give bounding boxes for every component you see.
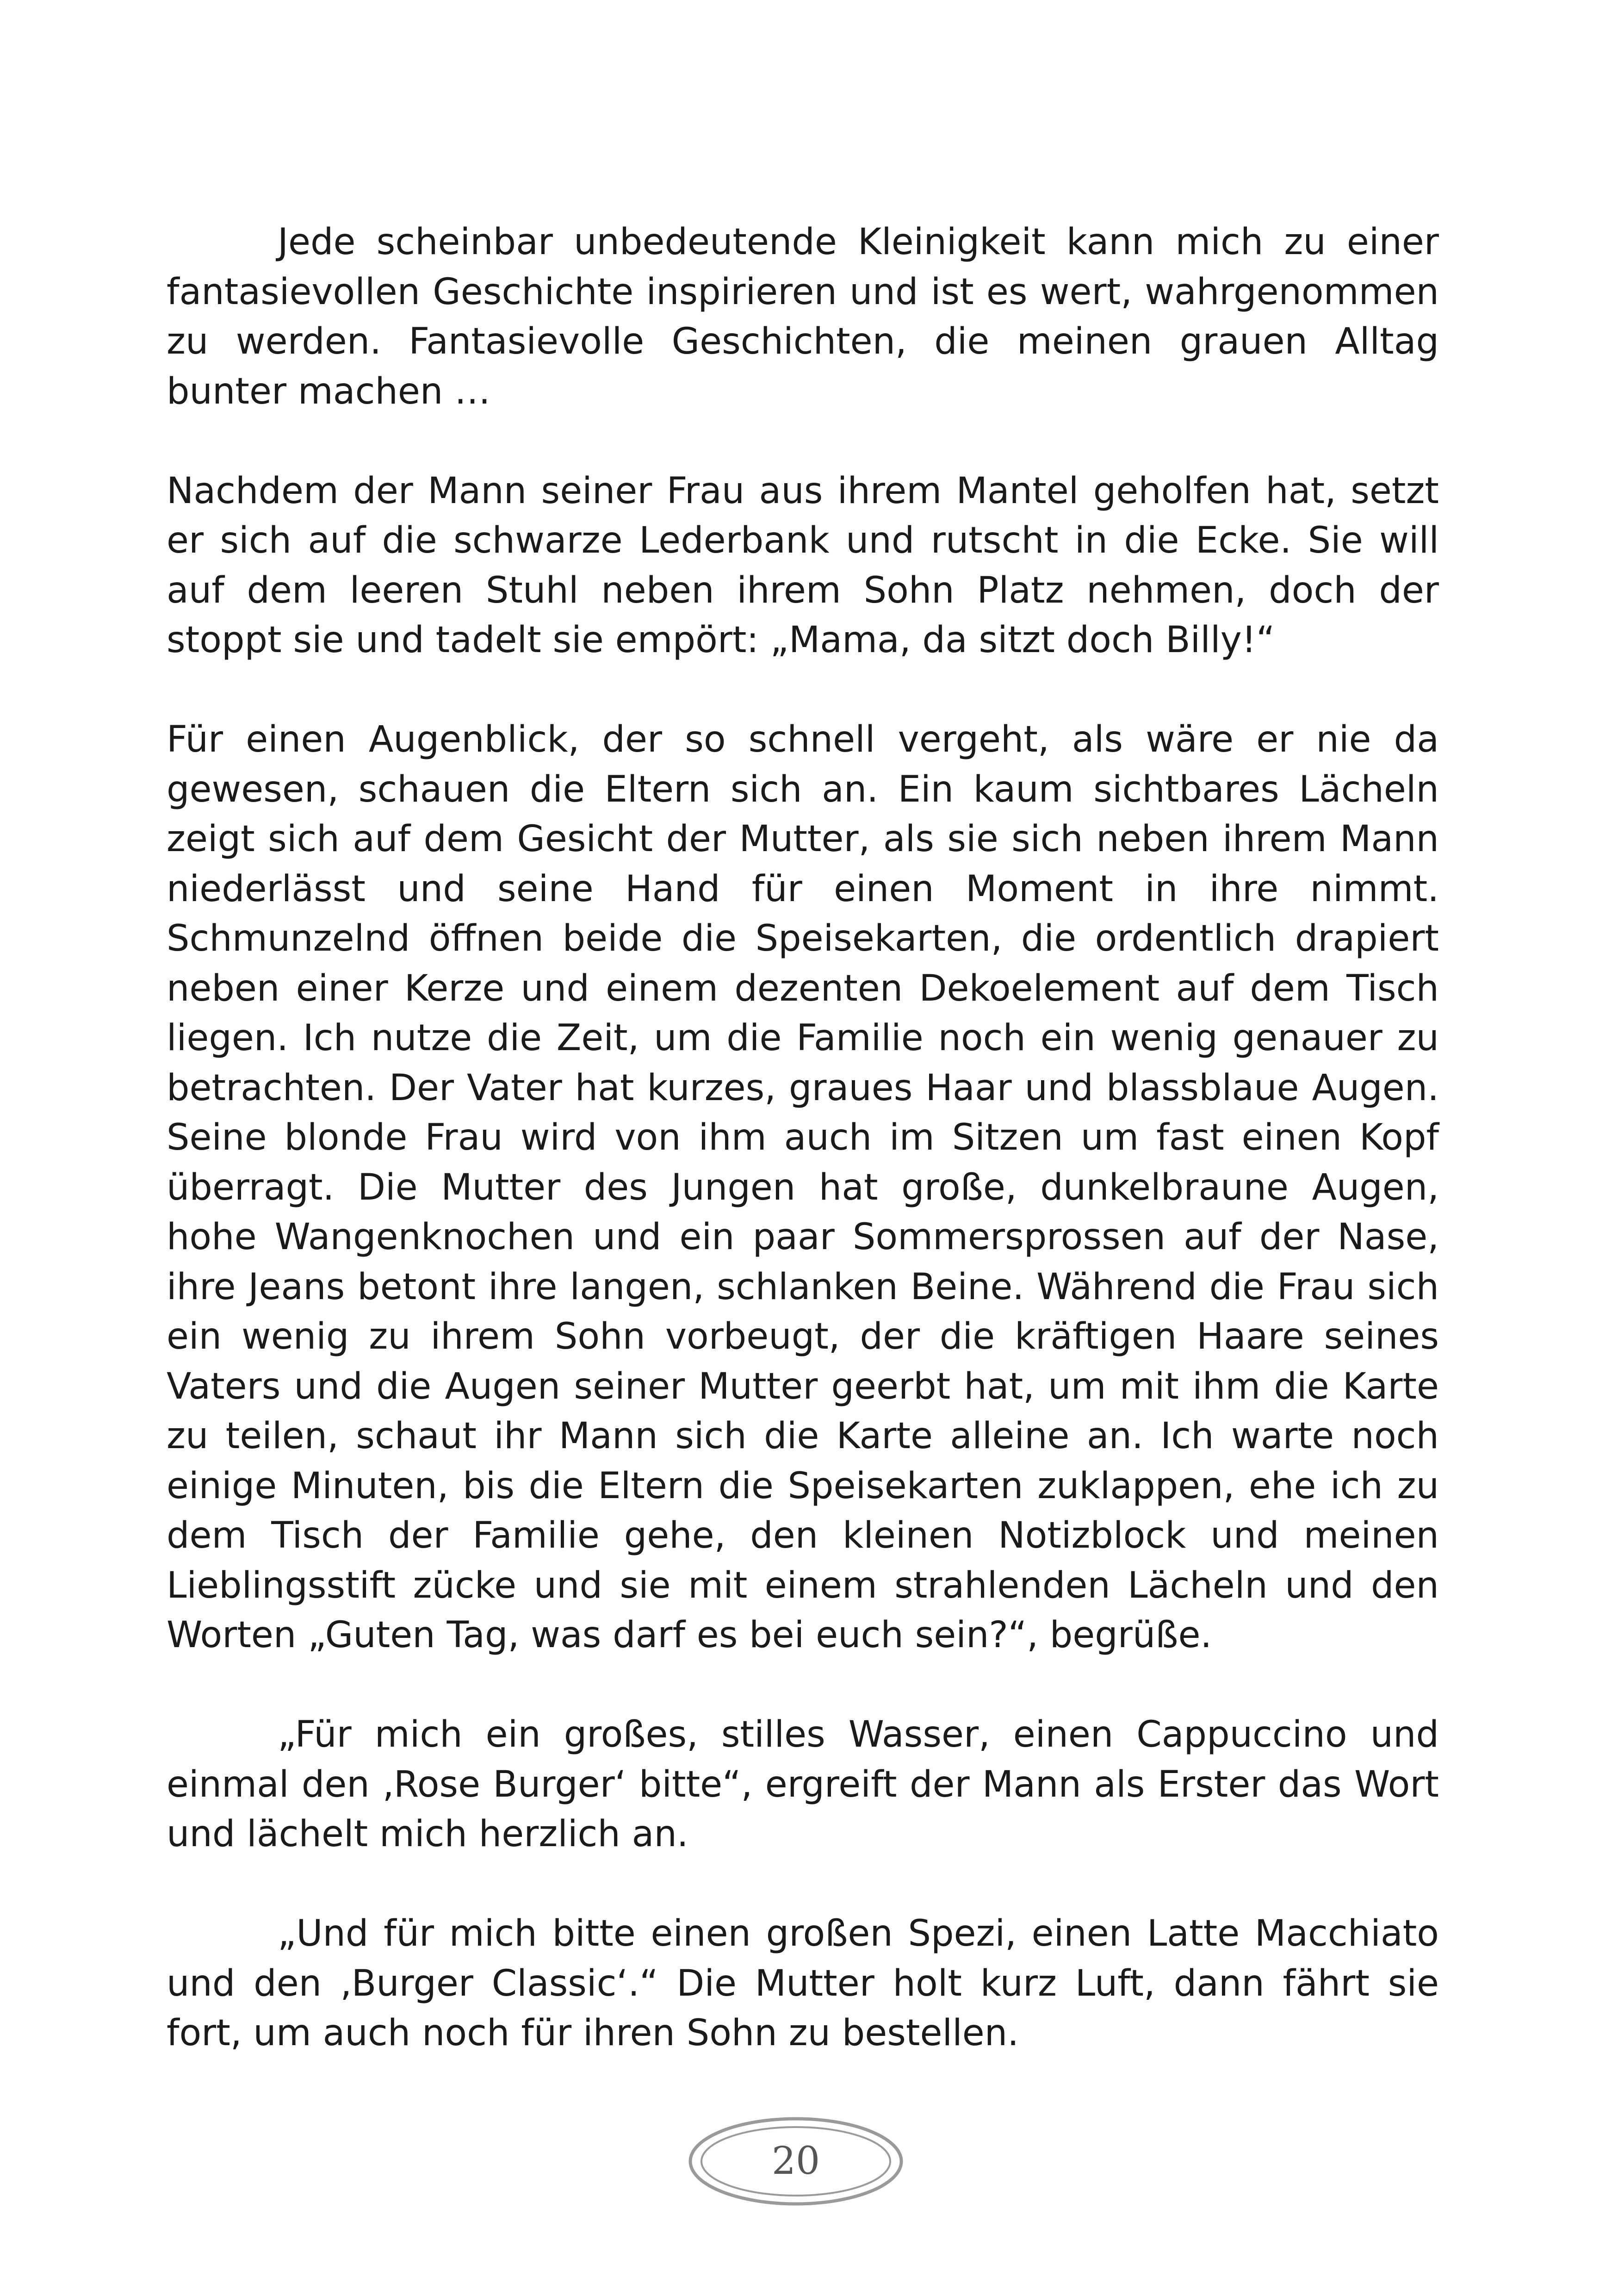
paragraph-5: „Und für mich bitte einen großen Spezi, einen Latte Macchiato und den ‚Burger Classic‘.“ Die Mutter holt kurz Luft, dann fährt sie fort, um auch noch für ihren Sohn zu bestellen.: [167, 1913, 1439, 2054]
body-text: [167, 218, 1439, 2108]
page-number-badge: [687, 2115, 905, 2208]
paragraph-2: Nachdem der Mann seiner Frau aus ihrem Mantel geholfen hat, setzt er sich auf die schwarze Lederbank und rutscht in die Ecke. Sie will auf dem leeren Stuhl neben ihrem Sohn Platz nehmen, doch der stoppt sie und tadelt sie empört: „Mama, da sitzt doch Billy!“: [167, 470, 1439, 661]
page-number: 20: [771, 2139, 820, 2183]
paragraph-3: Für einen Augenblick, der so schnell vergeht, als wäre er nie da gewesen, schauen die Eltern sich an. Ein kaum sichtbares Lächeln zeigt sich auf dem Gesicht der Mutter, als sie sich neben ihrem Mann niederlässt und seine Hand für einen Moment in ihre nimmt. Schmunzelnd öffnen beide die Speisekarten, die ordentlich drapiert neben einer Kerze und einem dezenten Dekoelement auf dem Tisch liegen. Ich nutze die Zeit, um die Familie noch ein wenig genauer zu betrachten. Der Vater hat kurzes, graues Haar und blassblaue Augen. Seine blonde Frau wird von ihm auch im Sitzen um fast einen Kopf überragt. Die Mutter des Jungen hat große, dunkelbraune Augen, hohe Wangenknochen und ein paar Sommersprossen auf der Nase, ihre Jeans betont ihre langen, schlanken Beine. Während die Frau sich ein wenig zu ihrem Sohn vorbeugt, der die kräftigen Haare seines Vaters und die Augen seiner Mutter geerbt hat, um mit ihm die Karte zu teilen, schaut ihr Mann sich die Karte alleine an. Ich warte noch einige Minuten, bis die Eltern die Speisekarten zuklappen, ehe ich zu dem Tisch der Familie gehe, den kleinen Notizblock und meinen Lieblingsstift zücke und sie mit einem strahlenden Lächeln und den Worten „Guten Tag, was darf es bei euch sein?“, begrüße.: [167, 719, 1439, 1656]
paragraph-1: Jede scheinbar unbedeutende Kleinigkeit kann mich zu einer fantasievollen Geschichte inspirieren und ist es wert, wahrgenommen zu werden. Fantasievolle Geschichten, die meinen grauen Alltag bunter machen …: [167, 221, 1439, 412]
paragraph-4: „Für mich ein großes, stilles Wasser, einen Cappuccino und einmal den ‚Rose Burger‘ bitte“, ergreift der Mann als Erster das Wort und lächelt mich herzlich an.: [167, 1714, 1439, 1855]
